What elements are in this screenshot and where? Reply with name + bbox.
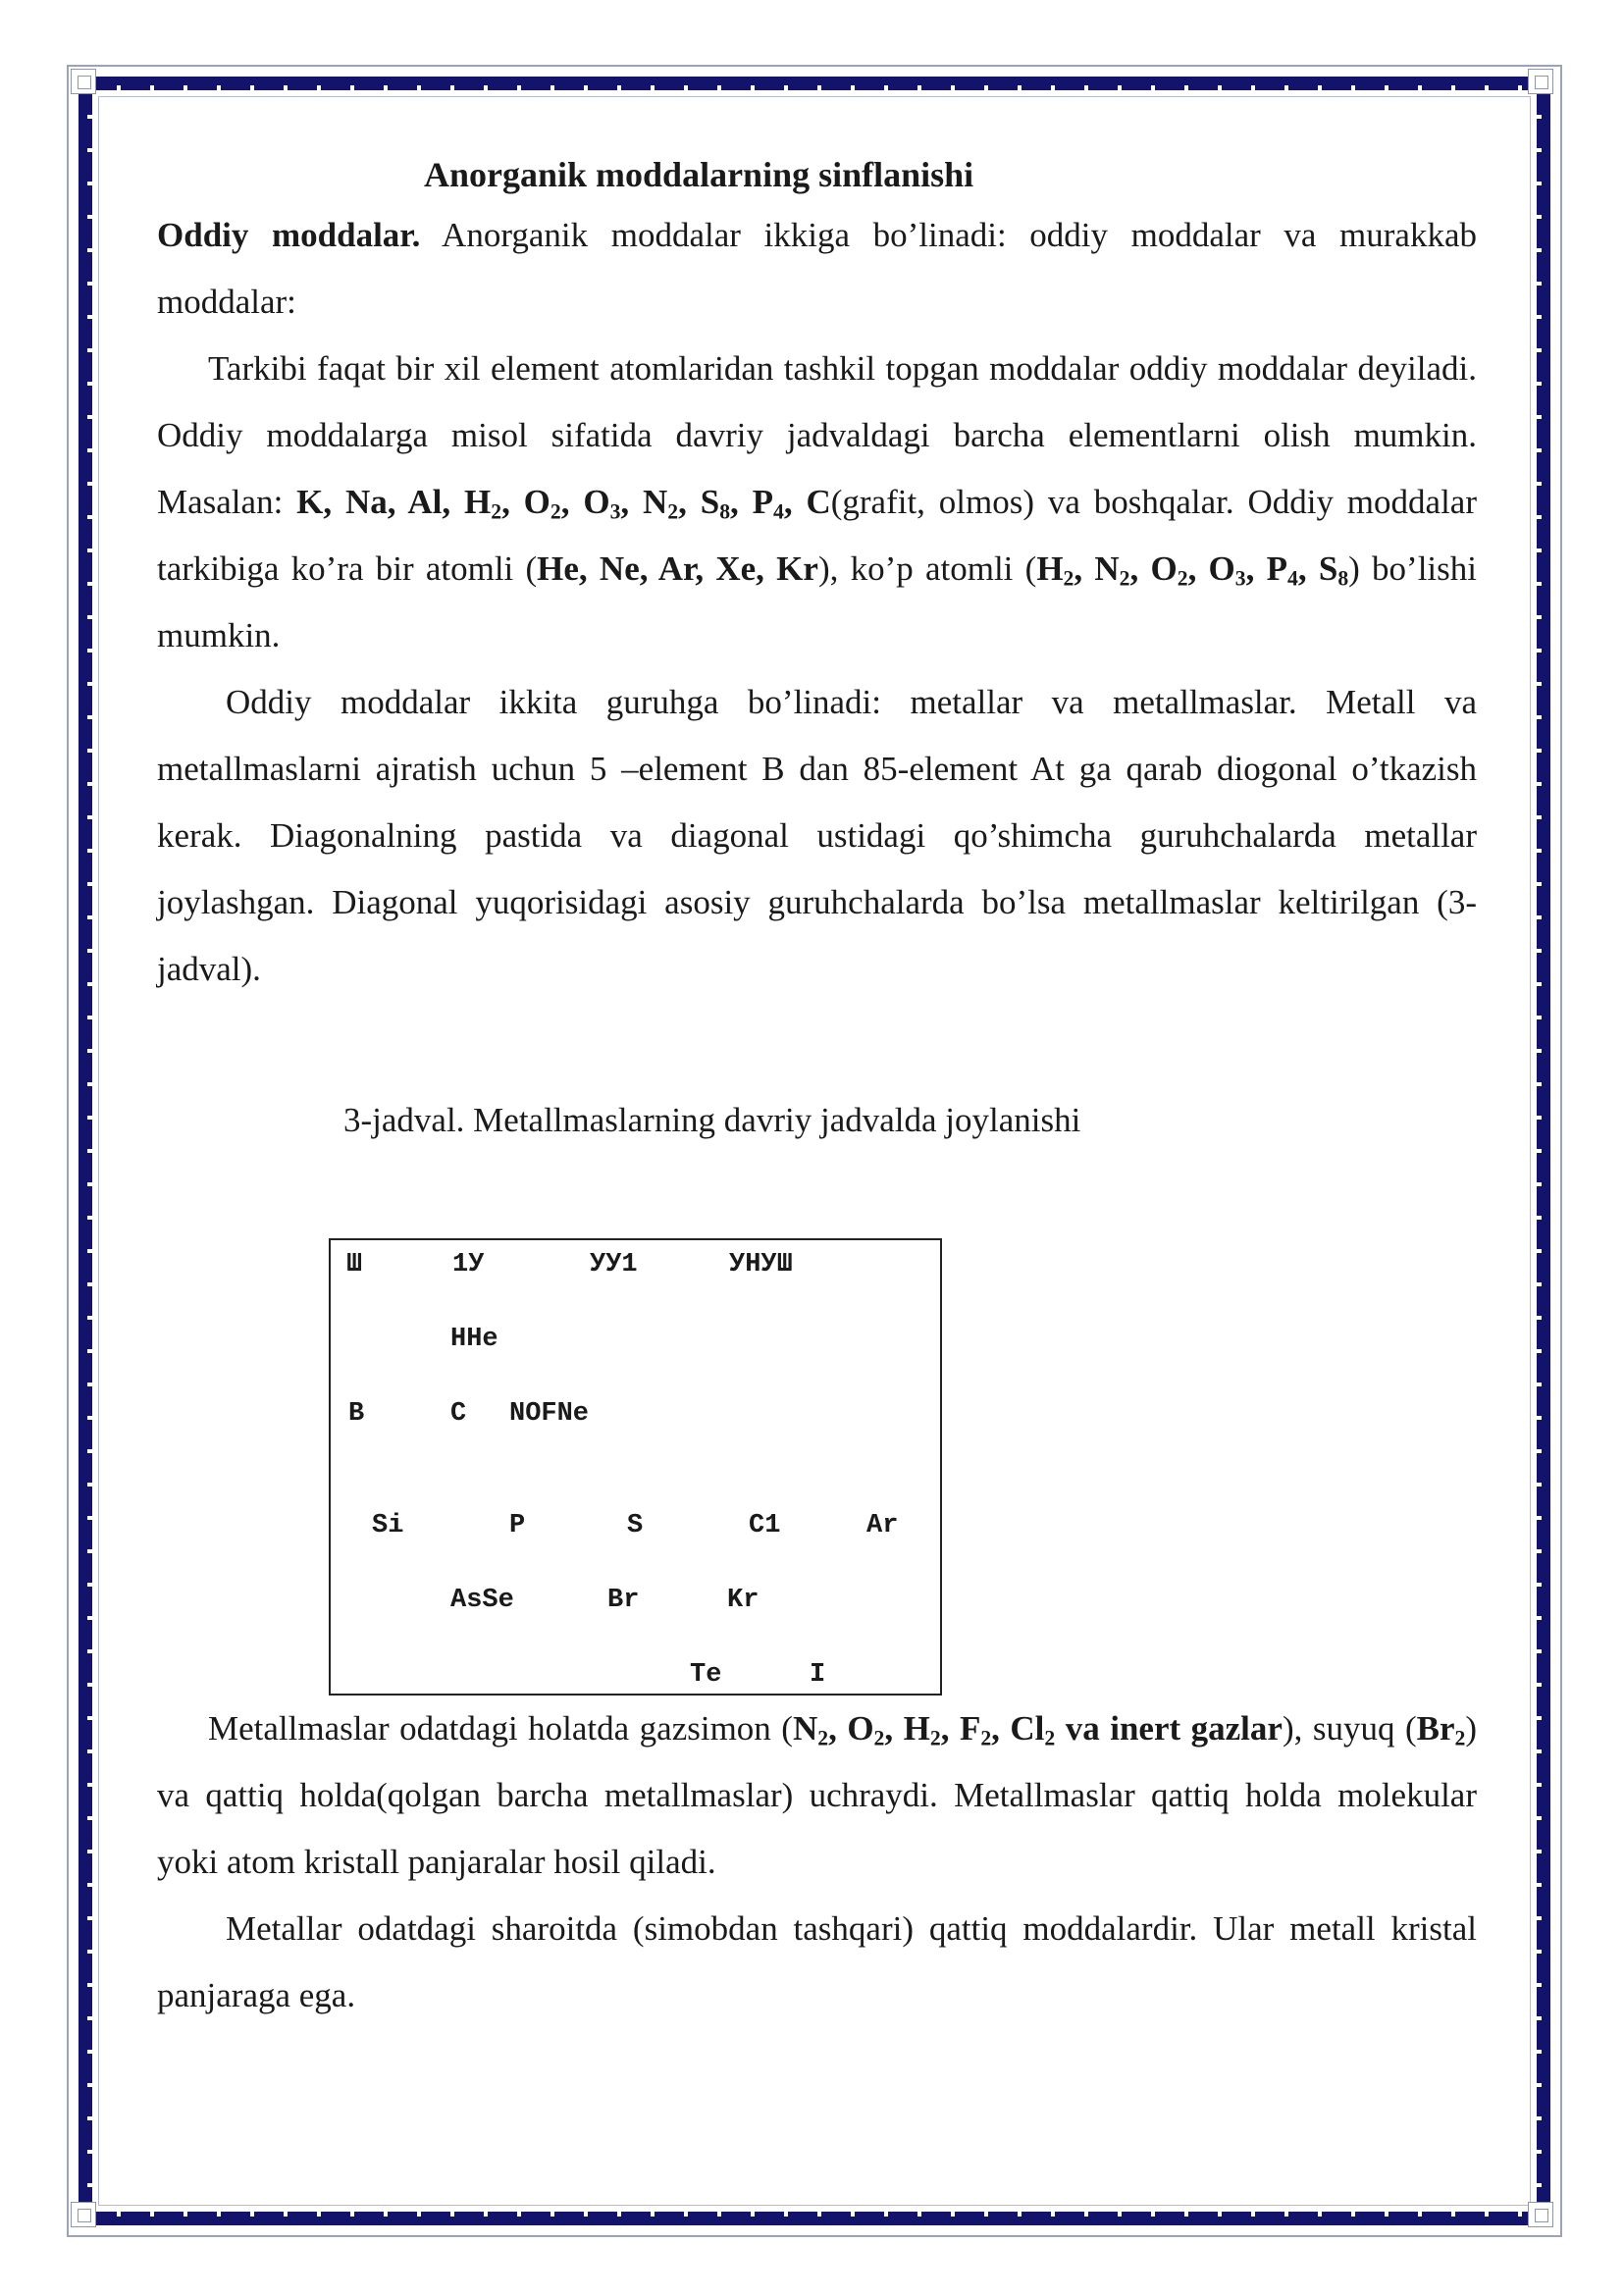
table-cell: Br bbox=[607, 1586, 640, 1615]
table-cell: C1 bbox=[749, 1511, 781, 1540]
table-cell: I bbox=[810, 1660, 826, 1690]
paragraph-intro: Oddiy moddalar. Anorganik moddalar ikkiga bo’linadi: oddiy moddalar va murakkab moddalar: bbox=[157, 216, 1477, 321]
table-cell: Si bbox=[372, 1511, 404, 1540]
example-formulas: K, Na, Al, $H_2$, $O_2$, $O_3$, $N_2$, $S_8$, $P_4$, C bbox=[296, 483, 831, 524]
table-cell: P bbox=[509, 1511, 526, 1540]
page-border-dash-bottom bbox=[87, 2212, 1542, 2217]
document-body bbox=[157, 147, 1477, 2029]
table-cell: C bbox=[450, 1399, 467, 1429]
border-corner-ornament bbox=[1528, 2202, 1553, 2227]
table-cell: Kr bbox=[727, 1586, 760, 1615]
polyatomic-list: $H_2$, $N_2$, $O_2$, $O_3$, $P_4$, $S_8$ bbox=[1036, 549, 1349, 591]
table-cell: B bbox=[348, 1399, 365, 1429]
page-border-dash-left bbox=[87, 85, 92, 2217]
table-cell: S bbox=[627, 1511, 644, 1540]
table-cell: Ar bbox=[866, 1511, 899, 1540]
liquid-formula: $Br_2$ bbox=[1416, 1709, 1466, 1750]
table-cell: УНУШ bbox=[729, 1250, 793, 1279]
monatomic-list: He, Ne, Ar, Xe, Kr bbox=[537, 549, 818, 588]
table-cell: AsSe bbox=[450, 1586, 514, 1615]
paragraph-simple-substances: Tarkibi faqat bir xil element atomlaridan tashkil topgan moddalar oddiy moddalar deyiladi. Oddiy moddalarga misol sifatida davriy jadvaldagi barcha elementlarni olish mumkin. Masalan: K, Na, Al, $H_2$, $O_2$, $O_3$, $N_2$, $S_8$, $P_4$, C(grafit, olmos) va boshqalar. Oddiy moddalar tarkibiga ko’ra bir atomli (He, Ne, Ar, Xe, Kr), ko’p atomli ($H_2$, $N_2$, $O_2$, $O_3$, $P_4$, $S_8$) bo’lishi mumkin. bbox=[157, 349, 1477, 654]
lead-term: Oddiy moddalar. bbox=[157, 216, 421, 254]
gas-formulas: $N_2$, $O_2$, $H_2$, $F_2$, $Cl_2$ va inert gazlar bbox=[792, 1709, 1283, 1750]
table-caption: 3-jadval. Metallmaslarning davriy jadvalda joylanishi bbox=[343, 1101, 1081, 1139]
border-corner-ornament bbox=[71, 2202, 96, 2227]
page-border-dash-top bbox=[87, 85, 1542, 90]
border-corner-ornament bbox=[1528, 69, 1553, 94]
table-cell: NOFNe bbox=[509, 1399, 590, 1429]
table-cell: 1У bbox=[452, 1250, 485, 1279]
page-title: Anorganik moddalarning sinflanishi bbox=[424, 155, 974, 194]
nonmetals-table bbox=[329, 1238, 942, 1696]
table-cell: HHe bbox=[450, 1325, 498, 1354]
paragraph-metals: Metallar odatdagi sharoitda (simobdan tashqari) qattiq moddalardir. Ular metall kristal panjaraga ega. bbox=[157, 1909, 1477, 2014]
paragraph-metals-nonmetals: Oddiy moddalar ikkita guruhga bo’linadi: metallar va metallmaslar. Metall va metallmaslarni ajratish uchun 5 –element B dan 85-element At ga qarab diogonal o’tkazish kerak. Diagonalning pastida va diagonal ustidagi qo’shimcha guruhchalarda metallar joylashgan. Diagonal yuqorisidagi asosiy guruhchalarda bo’lsa metallmaslar keltirilgan (3-jadval). bbox=[157, 683, 1477, 988]
table-cell: УУ1 bbox=[590, 1250, 638, 1279]
table-cell: Ш bbox=[346, 1250, 363, 1279]
page-border-dash-right bbox=[1537, 85, 1542, 2217]
border-corner-ornament bbox=[71, 69, 96, 94]
paragraph-nonmetal-states: Metallmaslar odatdagi holatda gazsimon ($N_2$, $O_2$, $H_2$, $F_2$, $Cl_2$ va inert gazlar), suyuq $(Br_2)$ va qattiq holda(qolgan barcha metallmaslar) uchraydi. Metallmaslar qattiq holda molekular yoki atom kristall panjaralar hosil qiladi. bbox=[157, 1709, 1478, 1881]
table-cell: Te bbox=[690, 1660, 722, 1690]
